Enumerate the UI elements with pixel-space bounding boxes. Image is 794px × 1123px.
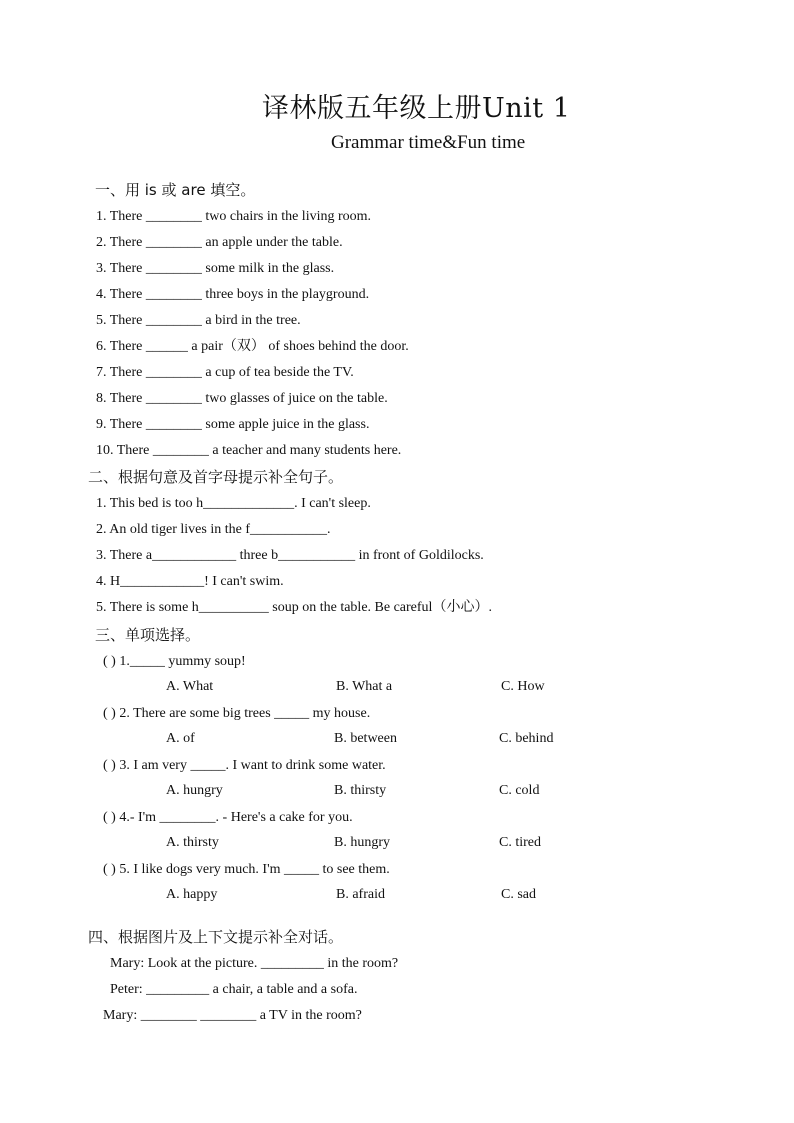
exercise-2-item: 2. An old tiger lives in the f___________. [96, 522, 331, 537]
option-c: C. behind [499, 731, 554, 746]
section-4-heading: 四、根据图片及上下文提示补全对话。 [88, 928, 344, 946]
option-a: A. What [166, 679, 214, 694]
exercise-2-item: 1. This bed is too h_____________. I can't sleep. [96, 496, 371, 511]
question-stem: ( ) 5. I like dogs very much. I'm _____ to see them. [103, 862, 390, 877]
exercise-1-item: 7. There ________ a cup of tea beside the TV. [96, 365, 354, 380]
dialogue-line: Peter: _________ a chair, a table and a sofa. [110, 982, 358, 997]
question-stem: ( ) 4.- I'm ________. - Here's a cake for you. [103, 810, 353, 825]
exercise-1-item: 5. There ________ a bird in the tree. [96, 313, 301, 328]
exercise-1-item: 2. There ________ an apple under the table. [96, 235, 343, 250]
question-stem: ( ) 2. There are some big trees _____ my house. [103, 706, 371, 721]
option-c: C. sad [501, 887, 536, 902]
question-stem: ( ) 1._____ yummy soup! [103, 654, 246, 669]
exercise-1-item: 6. There ______ a pair（双） of shoes behind the door. [96, 339, 409, 354]
exercise-2-item: 5. There is some h__________ soup on the table. Be careful（小心）. [96, 600, 492, 615]
option-c: C. cold [499, 783, 540, 798]
option-b: B. afraid [336, 887, 385, 902]
exercise-1-item: 4. There ________ three boys in the playground. [96, 287, 370, 302]
option-a: A. thirsty [166, 835, 219, 850]
option-a: A. happy [166, 887, 218, 902]
option-c: C. tired [499, 835, 541, 850]
option-a: A. hungry [166, 783, 223, 798]
exercise-1-item: 8. There ________ two glasses of juice on the table. [96, 391, 388, 406]
section-3-heading: 三、单项选择。 [95, 626, 201, 644]
option-b: B. hungry [334, 835, 390, 850]
exercise-1-item: 1. There ________ two chairs in the living room. [96, 209, 372, 224]
dialogue-line: Mary: ________ ________ a TV in the room? [103, 1008, 362, 1023]
section-2-heading: 二、根据句意及首字母提示补全句子。 [88, 468, 344, 486]
section-1-heading: 一、用 is 或 are 填空。 [95, 181, 256, 199]
exercise-1-item: 9. There ________ some apple juice in the glass. [96, 417, 370, 432]
option-a: A. of [166, 731, 195, 746]
exercise-2-item: 3. There a____________ three b___________ in front of Goldilocks. [96, 548, 484, 563]
option-b: B. What a [336, 679, 393, 694]
option-c: C. How [501, 679, 545, 694]
exercise-1-item: 3. There ________ some milk in the glass. [96, 261, 335, 276]
dialogue-line: Mary: Look at the picture. _________ in the room? [110, 956, 399, 971]
page-subtitle: Grammar time&Fun time [331, 132, 526, 153]
option-b: B. between [334, 731, 397, 746]
question-stem: ( ) 3. I am very _____. I want to drink some water. [103, 758, 386, 773]
option-b: B. thirsty [334, 783, 387, 798]
page-title: 译林版五年级上册Unit 1 [262, 93, 571, 124]
exercise-1-item: 10. There ________ a teacher and many students here. [96, 443, 402, 458]
exercise-2-item: 4. H____________! I can't swim. [96, 574, 284, 589]
